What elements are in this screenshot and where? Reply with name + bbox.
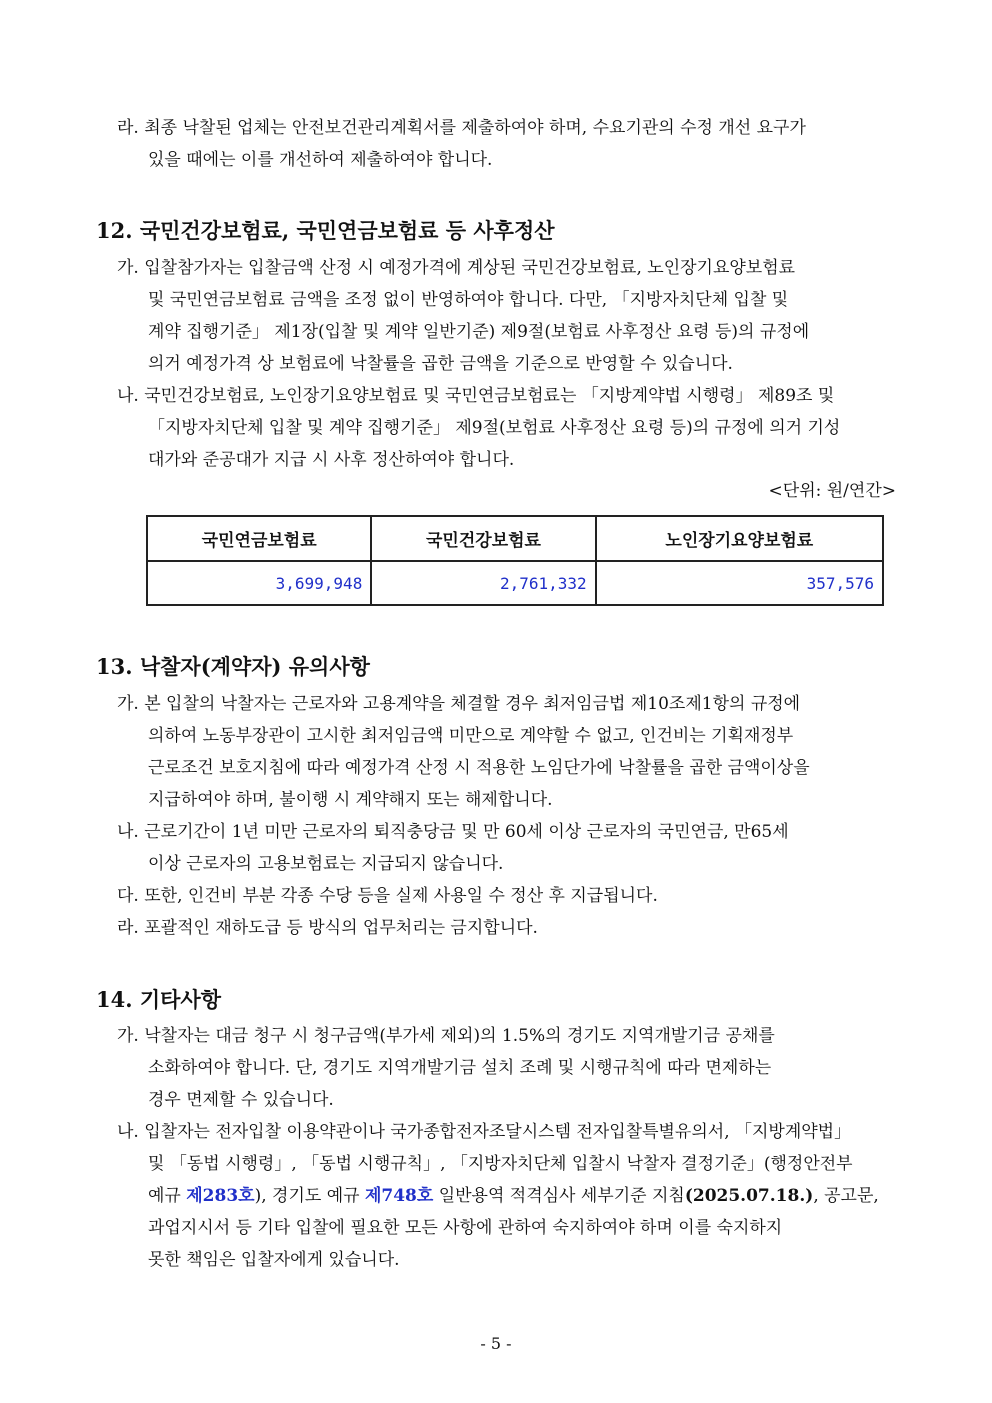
text-span: 일반용역 적격심사 세부기준 지침 — [433, 1186, 685, 1206]
text-line: 라. 포괄적인 재하도급 등 방식의 업무처리는 금지합니다. — [117, 918, 538, 938]
text-line: 라. 최종 낙찰된 업체는 안전보건관리계획서를 제출하여야 하며, 수요기관의 수정 개선 요구가 — [117, 118, 806, 138]
table-cell: 3,699,948 — [147, 561, 371, 605]
s14-item-na — [117, 1116, 899, 1276]
table-header-row — [147, 516, 883, 561]
table-row — [147, 561, 883, 605]
s13-item-ra — [117, 912, 899, 944]
text-line: 대가와 준공대가 지급 시 사후 정산하여야 합니다. — [148, 450, 515, 470]
text-line: 나. 입찰자는 전자입찰 이용약관이나 국가종합전자조달시스템 전자입찰특별유의서, 「지방계약법」 — [117, 1122, 852, 1142]
text-line: 과업지시서 등 기타 입찰에 필요한 모든 사항에 관하여 숙지하여야 하며 이를 숙지하지 — [148, 1218, 783, 1238]
table-header-cell: 노인장기요양보험료 — [596, 516, 883, 561]
text-line: 「지방자치단체 입찰 및 계약 집행기준」 제9절(보험료 사후정산 요령 등)의 규정에 의거 기성 — [148, 418, 841, 438]
s11-item-ra — [117, 112, 899, 176]
text-line: 못한 책임은 입찰자에게 있습니다. — [148, 1250, 400, 1270]
text-line: 소화하여야 합니다. 단, 경기도 지역개발기금 설치 조례 및 시행규칙에 따라 면제하는 — [148, 1058, 772, 1078]
text-line: 경우 면제할 수 있습니다. — [148, 1090, 334, 1110]
text-line: 의거 예정가격 상 보험료에 낙찰률을 곱한 금액을 기준으로 반영할 수 있습니다. — [148, 354, 733, 374]
s13-item-ga — [117, 688, 899, 816]
unit-note: <단위: 원/연간> — [768, 481, 896, 501]
text-line: 다. 또한, 인건비 부분 각종 수당 등을 실제 사용일 수 정산 후 지급됩니다. — [117, 886, 658, 906]
text-line: 및 「동법 시행령」, 「동법 시행규칙」, 「지방자치단체 입찰시 낙찰자 결정기준」(행정안전부 — [148, 1154, 853, 1174]
regulation-number-highlight: 제283호 — [186, 1186, 255, 1206]
text-line: 가. 입찰참가자는 입찰금액 산정 시 예정가격에 계상된 국민건강보험료, 노인장기요양보험료 — [117, 258, 796, 278]
text-line-with-highlights — [117, 1180, 899, 1212]
section-13-title: 13. 낙찰자(계약자) 유의사항 — [96, 654, 370, 679]
text-span: 예규 — [148, 1186, 187, 1206]
section-12-title: 12. 국민건강보험료, 국민연금보험료 등 사후정산 — [96, 218, 555, 243]
s13-item-na — [117, 816, 899, 880]
text-line: 지급하여야 하며, 불이행 시 계약해지 또는 해제합니다. — [148, 790, 553, 810]
text-line: 근로조건 보호지침에 따라 예정가격 산정 시 적용한 노임단가에 낙찰률을 곱한 금액이상을 — [148, 758, 810, 778]
section-14-title: 14. 기타사항 — [96, 987, 221, 1012]
text-line: 이상 근로자의 고용보험료는 지급되지 않습니다. — [148, 854, 504, 874]
table-cell: 357,576 — [596, 561, 883, 605]
text-line: 계약 집행기준」 제1장(입찰 및 계약 일반기준) 제9절(보험료 사후정산 요령 등)의 규정에 — [148, 322, 810, 342]
table-cell: 2,761,332 — [371, 561, 595, 605]
text-line: 나. 근로기간이 1년 미만 근로자의 퇴직충당금 및 만 60세 이상 근로자의 국민연금, 만65세 — [117, 822, 789, 842]
text-line: 있을 때에는 이를 개선하여 제출하여야 합니다. — [148, 150, 493, 170]
s12-item-ga — [117, 252, 899, 380]
s14-item-ga — [117, 1020, 899, 1116]
s12-item-na — [117, 380, 899, 476]
insurance-table — [146, 515, 884, 606]
regulation-number-highlight: 제748호 — [364, 1186, 434, 1206]
table-header-cell: 국민연금보험료 — [147, 516, 371, 561]
s13-item-da — [117, 880, 899, 912]
text-line: 및 국민연금보험료 금액을 조정 없이 반영하여야 합니다. 다만, 「지방자치단체 입찰 및 — [148, 290, 789, 310]
text-span: ), 경기도 예규 — [254, 1186, 365, 1206]
text-line: 나. 국민건강보험료, 노인장기요양보험료 및 국민연금보험료는 「지방계약법 시행령」 제89조 및 — [117, 386, 835, 406]
page-number: - 5 - — [480, 1334, 512, 1353]
text-line: 가. 본 입찰의 낙찰자는 근로자와 고용계약을 체결할 경우 최저임금법 제10조제1항의 규정에 — [117, 694, 801, 714]
text-line: 가. 낙찰자는 대금 청구 시 청구금액(부가세 제외)의 1.5%의 경기도 지역개발기금 공채를 — [117, 1026, 775, 1046]
text-line: 의하여 노동부장관이 고시한 최저임금액 미만으로 계약할 수 없고, 인건비는 기획재정부 — [148, 726, 794, 746]
table-header-cell: 국민건강보험료 — [371, 516, 595, 561]
text-span: , 공고문, — [813, 1186, 879, 1206]
date-highlight: (2025.07.18.) — [684, 1186, 814, 1206]
